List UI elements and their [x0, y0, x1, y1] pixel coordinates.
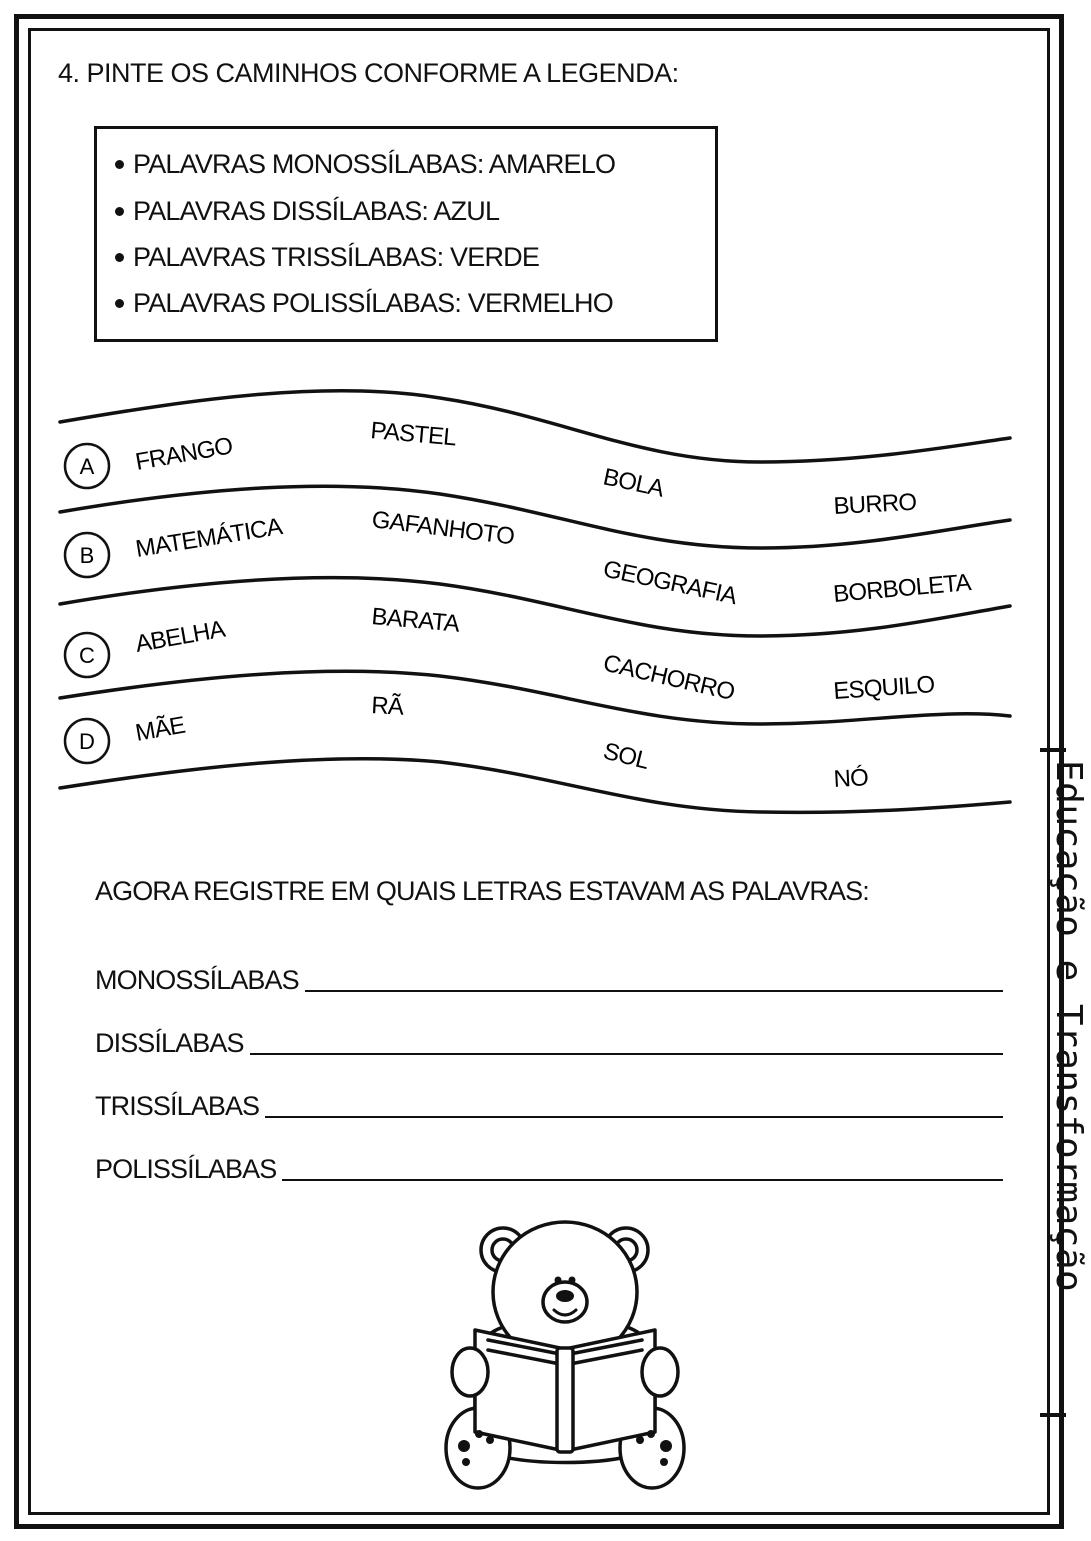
- question-title: 4. PINTE OS CAMINHOS CONFORME A LEGENDA:: [58, 58, 679, 88]
- legend-item-dissilabas: PALAVRAS DISSÍLABAS: AZUL: [115, 196, 499, 227]
- side-label: Educação e Transformação: [1048, 760, 1089, 1293]
- answer-label: TRISSÍLABAS: [95, 1091, 260, 1121]
- legend-item-monossilabas: PALAVRAS MONOSSÍLABAS: AMARELO: [115, 149, 615, 180]
- answer-row-trissilabas: [95, 1084, 1003, 1120]
- answer-row-monossilabas: [95, 958, 1003, 994]
- answer-line[interactable]: [265, 1116, 1003, 1118]
- path-letter: C: [79, 643, 95, 668]
- answer-row-dissilabas: [95, 1021, 1003, 1057]
- answer-line[interactable]: [305, 990, 1003, 992]
- path-word: FRANGO: [133, 432, 235, 476]
- path-word: ESQUILO: [832, 670, 936, 705]
- path-letter: A: [79, 454, 95, 479]
- path-word: NÓ: [832, 764, 869, 793]
- answer-row-polissilabas: [95, 1147, 1003, 1183]
- path-word: MÃE: [133, 711, 187, 747]
- path-row-c[interactable]: [65, 603, 935, 706]
- path-word: BURRO: [832, 488, 917, 520]
- path-word: GEOGRAFIA: [600, 555, 739, 611]
- answer-line[interactable]: [250, 1053, 1003, 1055]
- path-letter: B: [79, 543, 95, 568]
- path-word: BARATA: [370, 603, 461, 638]
- path-word: BOLA: [600, 463, 666, 503]
- path-word: ABELHA: [133, 615, 227, 658]
- answer-label: POLISSÍLABAS: [95, 1154, 277, 1184]
- path-word: RÃ: [370, 692, 404, 721]
- path-row-b[interactable]: [65, 506, 973, 610]
- side-bar-bottom: [1040, 1413, 1066, 1417]
- bear-reading-illustration: [430, 1210, 700, 1500]
- path-letter: D: [79, 729, 95, 754]
- answer-line[interactable]: [282, 1179, 1003, 1181]
- legend-item-trissilabas: PALAVRAS TRISSÍLABAS: VERDE: [115, 242, 539, 273]
- side-bar-top: [1040, 748, 1066, 752]
- path-word: BORBOLETA: [832, 569, 972, 608]
- path-word: SOL: [600, 737, 652, 775]
- path-word: MATEMÁTICA: [133, 513, 284, 563]
- path-word: PASTEL: [369, 417, 457, 452]
- answer-label: DISSÍLABAS: [95, 1028, 244, 1058]
- legend-item-polissilabas: PALAVRAS POLISSÍLABAS: VERMELHO: [115, 288, 613, 319]
- answer-label: MONOSSÍLABAS: [95, 965, 299, 995]
- record-instruction: AGORA REGISTRE EM QUAIS LETRAS ESTAVAM AS PALAVRAS:: [95, 876, 869, 906]
- path-row-d[interactable]: [65, 692, 869, 793]
- path-word: GAFANHOTO: [370, 506, 516, 551]
- path-word: CACHORRO: [600, 649, 737, 706]
